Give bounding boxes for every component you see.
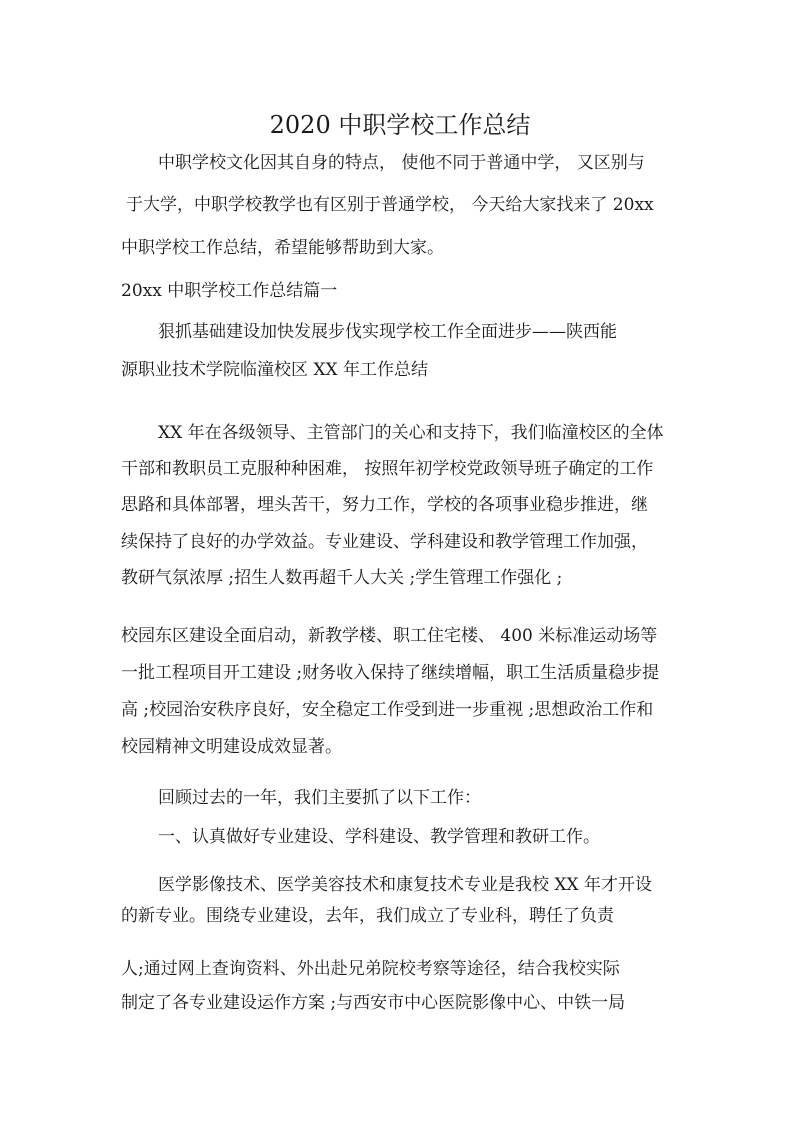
- paragraph-line: 狠抓基础建设加快发展步伐实现学校工作全面进步——陕西能: [158, 322, 617, 342]
- paragraph-line: 制定了各专业建设运作方案 ;与西安市中心医院影像中心、中铁一局: [121, 993, 626, 1013]
- paragraph-line: 校园东区建设全面启动，新教学楼、职工住宅楼、 400 米标准运动场等: [121, 626, 658, 646]
- paragraph-line: 人;通过网上查询资料、外出赴兄弟院校考察等途径，结合我校实际: [121, 959, 620, 979]
- paragraph-line: 一、认真做好专业建设、学科建设、教学管理和教研工作。: [158, 827, 600, 847]
- paragraph-line: 高 ;校园治安秩序良好，安全稳定工作受到进一步重视 ;思想政治工作和: [121, 700, 654, 720]
- paragraph-line: 校园精神文明建设成效显著。: [121, 737, 342, 757]
- paragraph-line: 的新专业。围绕专业建设，去年，我们成立了专业科，聘任了负责: [121, 906, 614, 926]
- paragraph-line: 源职业技术学院临潼校区 XX 年工作总结: [121, 360, 429, 380]
- paragraph-line: 于大学，中职学校教学也有区别于普通学校， 今天给大家找来了 20xx: [126, 195, 654, 215]
- paragraph-line: 思路和具体部署，埋头苦干，努力工作，学校的各项事业稳步推进，继: [121, 495, 648, 515]
- paragraph-line: 回顾过去的一年，我们主要抓了以下工作：: [158, 788, 481, 808]
- paragraph-line: 干部和教职员工克服种种困难， 按照年初学校党政领导班子确定的工作: [121, 459, 654, 479]
- paragraph-line: 中职学校文化因其自身的特点， 使他不同于普通中学， 又区别与: [158, 153, 645, 173]
- paragraph-line: 教研气氛浓厚 ;招生人数再超千人大关 ;学生管理工作强化 ;: [121, 568, 563, 588]
- paragraph-line: 一批工程项目开工建设 ;财务收入保持了继续增幅，职工生活质量稳步提: [121, 663, 660, 683]
- section-heading: 20xx 中职学校工作总结篇一: [121, 281, 338, 301]
- paragraph-line: XX 年在各级领导、主管部门的关心和支持下，我们临潼校区的全体: [158, 423, 664, 443]
- paragraph-line: 中职学校工作总结，希望能够帮助到大家。: [121, 238, 444, 258]
- document-title: 2020 中职学校工作总结: [269, 111, 531, 139]
- paragraph-line: 续保持了良好的办学效益。专业建设、学科建设和教学管理工作加强，: [121, 532, 648, 552]
- paragraph-line: 医学影像技术、医学美容技术和康复技术专业是我校 XX 年才开设: [158, 875, 653, 895]
